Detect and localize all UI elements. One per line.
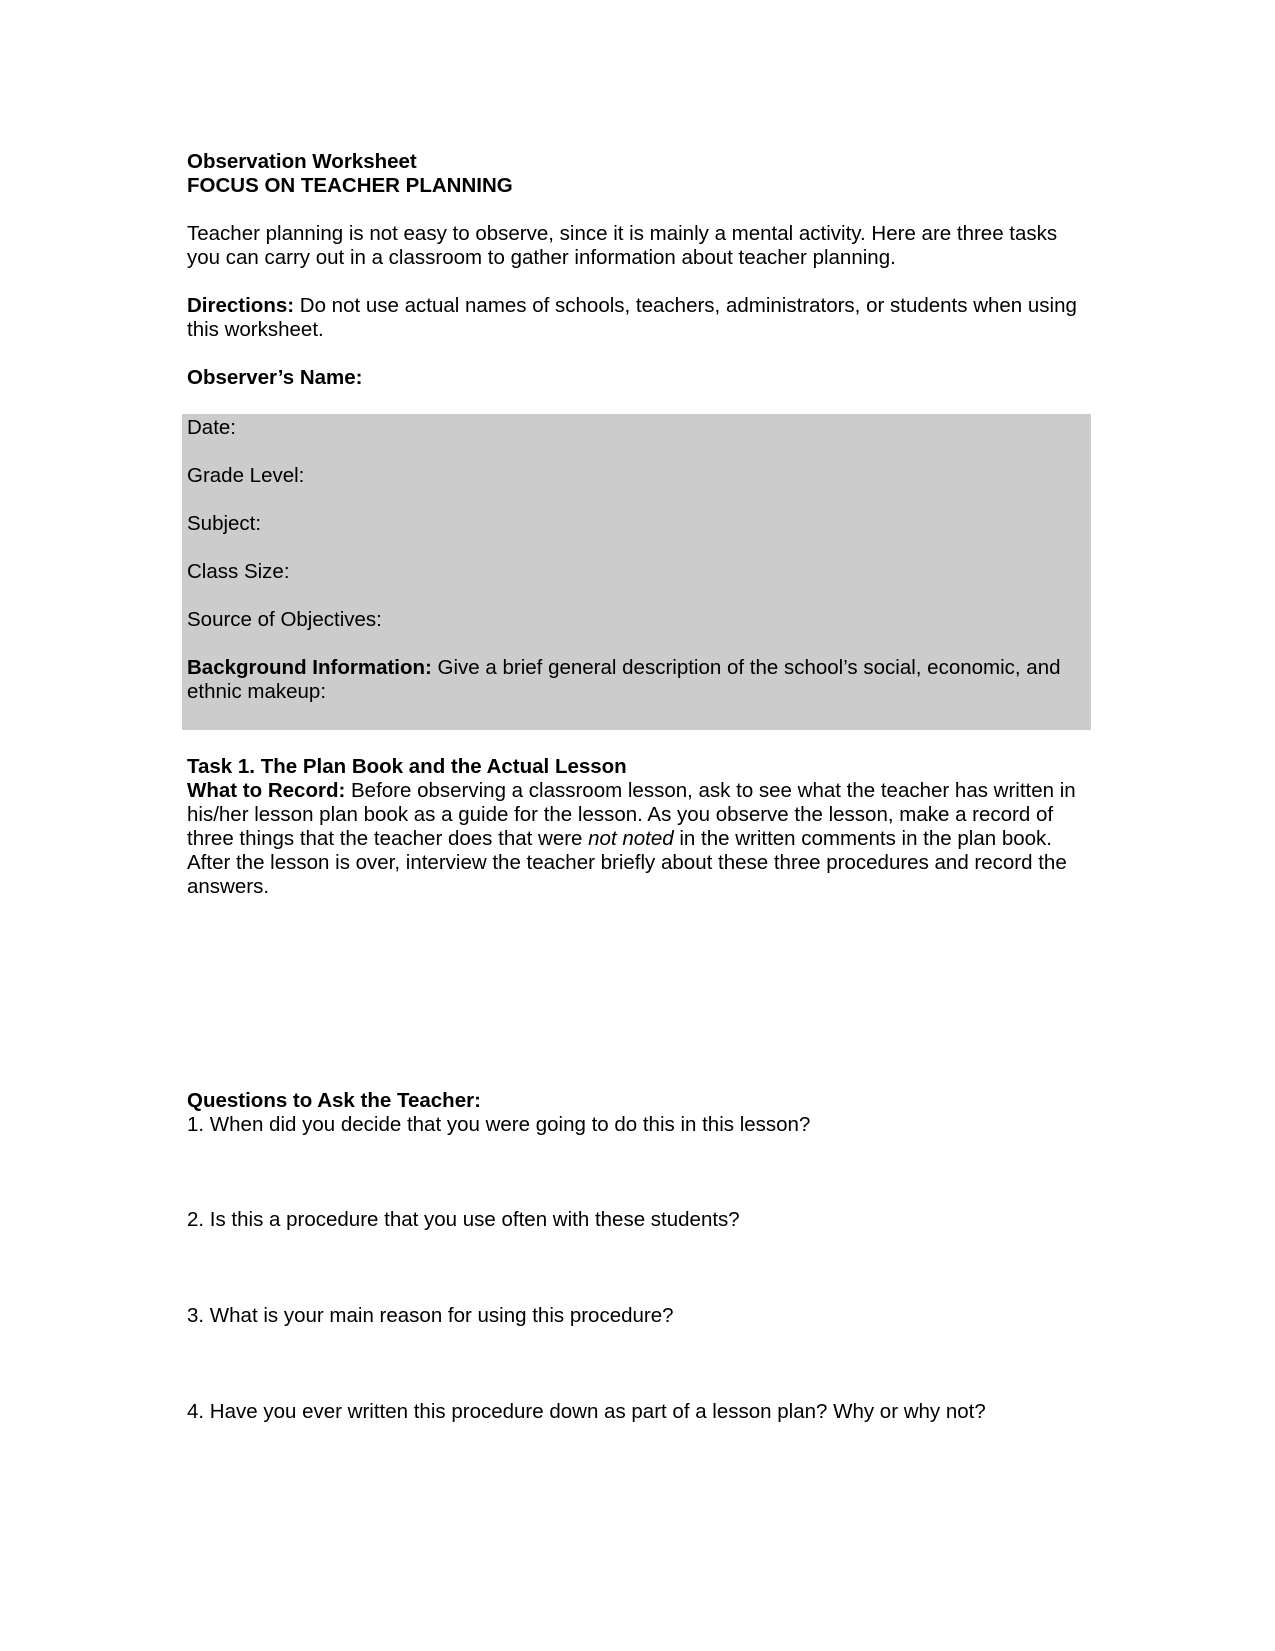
observer-name-label: Observer’s Name: <box>187 366 363 389</box>
question-item: 3. What is your main reason for using this procedure? <box>187 1304 674 1327</box>
task1-text-emphasis: not noted <box>588 827 674 850</box>
question-item: 4. Have you ever written this procedure down as part of a lesson plan? Why or why not? <box>187 1400 986 1423</box>
source-of-objectives-field-label: Source of Objectives: <box>187 608 382 631</box>
questions-heading: Questions to Ask the Teacher: <box>187 1089 481 1112</box>
intro-paragraph: Teacher planning is not easy to observe, since it is mainly a mental activity. Here are three tasks you can carry out in a classroom to gather information about teacher planning. <box>187 222 1058 269</box>
background-information-label: Background Information: <box>187 656 432 679</box>
background-information-paragraph <box>187 656 1082 704</box>
task1-text-after: in the written comments in the plan book. After the lesson is over, interview the teacher briefly about these three procedures and record the answers. <box>187 827 1067 898</box>
subject-field-label: Subject: <box>187 512 262 535</box>
task1-section <box>187 755 1087 899</box>
grade-level-field-label: Grade Level: <box>187 464 305 487</box>
worksheet-header <box>187 150 1087 198</box>
directions-label: Directions: <box>187 294 295 317</box>
directions-paragraph <box>187 294 1087 342</box>
worksheet-title: Observation Worksheet <box>187 150 417 173</box>
question-item: 2. Is this a procedure that you use often with these students? <box>187 1208 740 1231</box>
question-item: 1. When did you decide that you were going to do this in this lesson? <box>187 1113 811 1136</box>
class-info-section <box>182 414 1091 730</box>
class-size-field-label: Class Size: <box>187 560 290 583</box>
what-to-record-label: What to Record: <box>187 779 346 802</box>
date-field-label: Date: <box>187 416 236 439</box>
directions-text: Do not use actual names of schools, teachers, administrators, or students when using this worksheet. <box>187 294 1077 341</box>
task1-text-before: Before observing a classroom lesson, ask to see what the teacher has written in his/her lesson plan book as a guide for the lesson. As you observe the lesson, make a record of three things that the teacher does that were <box>187 779 1076 850</box>
worksheet-subtitle: FOCUS ON TEACHER PLANNING <box>187 174 513 197</box>
task1-title: Task 1. The Plan Book and the Actual Lesson <box>187 755 627 778</box>
task1-instructions <box>187 779 1087 899</box>
background-information-text: Give a brief general description of the school’s social, economic, and ethnic makeup: <box>187 656 1061 703</box>
